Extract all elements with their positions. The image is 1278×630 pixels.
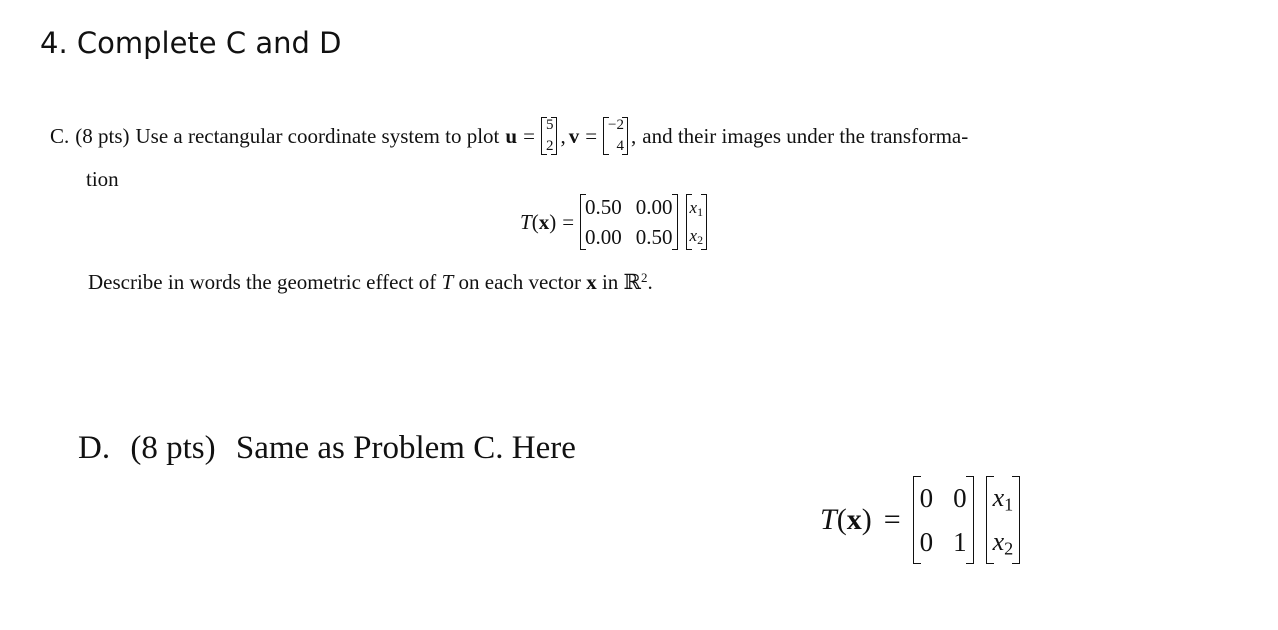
paren-open: ( xyxy=(836,503,847,536)
part-c-label: C. xyxy=(50,123,70,148)
T-symbol: T xyxy=(820,503,837,536)
part-d-statement xyxy=(78,430,576,467)
paren-close: ) xyxy=(861,503,872,536)
part-d-text: Same as Problem C. Here xyxy=(235,430,576,466)
transformation-d xyxy=(820,474,1020,566)
vector-x-entry: $x_2$ xyxy=(992,527,1014,559)
problem-title: 4. Complete C and D xyxy=(40,26,342,60)
x-symbol: x xyxy=(538,209,550,234)
comma: , xyxy=(560,123,566,148)
equals: = xyxy=(562,209,575,234)
matrix-c-entry: 0.50 xyxy=(585,195,622,219)
describe-text: on each vector xyxy=(458,270,581,294)
describe-text: Describe in words the geometric effect of xyxy=(88,270,437,294)
period: . xyxy=(647,270,653,294)
vector-u-entry: 5 xyxy=(545,117,554,133)
part-d-points: (8 pts) xyxy=(130,430,216,466)
T-symbol: T xyxy=(520,209,532,234)
matrix-d-entry: 0 xyxy=(919,527,934,557)
describe-text: in xyxy=(601,270,619,294)
part-c-describe xyxy=(88,270,653,295)
v-equals: = xyxy=(585,123,598,148)
part-c-continuation: tion xyxy=(86,167,119,191)
part-c-intro: Use a rectangular coordinate system to plot xyxy=(135,123,500,148)
u-symbol: u xyxy=(505,123,518,148)
part-c-points: (8 pts) xyxy=(75,123,130,148)
vector-x-entry: $x_1$ xyxy=(992,483,1014,515)
matrix-c-entry: 0.50 xyxy=(635,225,673,249)
part-c-after: and their images under the transforma- xyxy=(642,123,969,148)
v-symbol: v xyxy=(568,123,580,148)
vector-x-d xyxy=(986,476,1021,564)
matrix-d-entry: 1 xyxy=(953,527,967,557)
comma: , xyxy=(631,123,637,148)
matrix-d xyxy=(913,476,974,564)
vector-v-entry: 4 xyxy=(616,138,624,154)
paren-open: ( xyxy=(531,209,539,234)
u-equals: = xyxy=(523,123,535,148)
vector-x-entry: $x_2$ xyxy=(689,226,704,247)
real-space: ℝ$^2$ xyxy=(623,269,648,294)
T-symbol: T xyxy=(441,270,454,294)
matrix-c-entry: 0.00 xyxy=(635,195,673,219)
matrix-d-entry: 0 xyxy=(919,483,934,513)
equals: = xyxy=(883,503,901,536)
matrix-c xyxy=(580,194,678,250)
vector-v xyxy=(603,117,628,155)
vector-x-entry: $x_1$ xyxy=(689,198,704,219)
vector-u xyxy=(541,117,558,155)
matrix-c-entry: 0.00 xyxy=(585,225,622,249)
part-d-label: D. xyxy=(78,430,111,466)
paren-close: ) xyxy=(549,209,557,234)
vector-v-entry: −2 xyxy=(608,117,624,133)
matrix-d-entry: 0 xyxy=(953,483,967,513)
part-c-statement xyxy=(50,116,968,156)
transformation-c xyxy=(520,193,707,251)
x-symbol: x xyxy=(586,270,597,294)
vector-u-entry: 2 xyxy=(545,138,554,154)
vector-x-c xyxy=(686,194,708,250)
x-symbol: x xyxy=(846,503,862,536)
